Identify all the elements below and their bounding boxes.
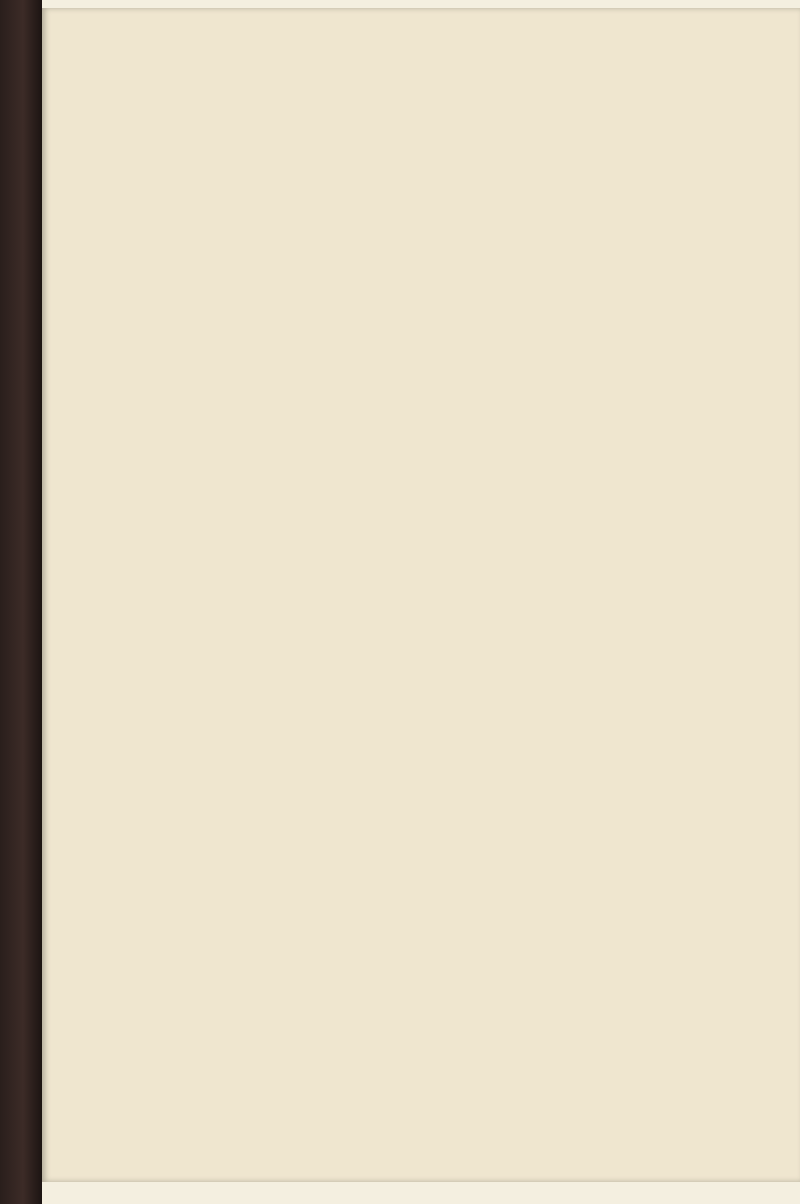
book-page: [42, 8, 800, 1182]
book-spine: [0, 0, 42, 1204]
